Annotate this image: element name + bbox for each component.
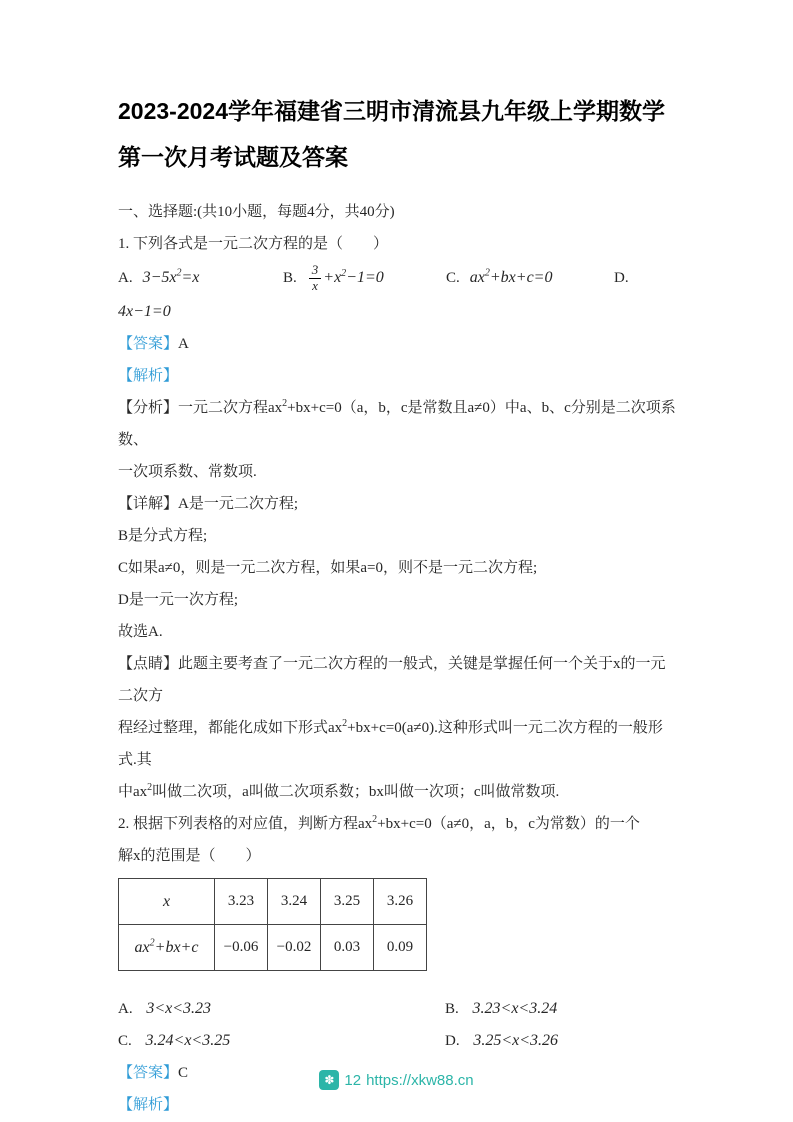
analysis-label: 【解析】: [118, 1097, 179, 1113]
document-content: [118, 88, 677, 1121]
q2-option-c-label: C.: [118, 1033, 132, 1049]
q1-option-d-expression-continued: 4x−1=0: [118, 303, 171, 320]
answer-label: 【答案】: [118, 336, 179, 352]
table-cell-expression-header: [119, 925, 215, 971]
table-cell: −0.02: [268, 925, 321, 971]
q2-option-d: [445, 1025, 677, 1057]
q1-option-b-label: B.: [283, 269, 297, 286]
table-cell: 0.03: [321, 925, 374, 971]
q1-explanation-line: B是分式方程;: [118, 528, 208, 544]
q1-answer-line: [118, 328, 677, 360]
q1-option-c-expression: $ax^2+bx+c=0$: [469, 267, 553, 286]
table-cell: 0.09: [374, 925, 427, 971]
q1-explanation-line: 一次项系数、常数项.: [118, 464, 257, 480]
q1-option-c: [446, 269, 614, 287]
q1-analysis-label-line: [118, 360, 677, 392]
q1-explanation-line: 程经过整理，都能化成如下形式$ax^2+bx+c=0(a\ne 0)$.这种形式叫一元二次方程的一般形式.其: [118, 718, 663, 768]
polynomial-expression: $ax^2+bx+c$: [134, 937, 199, 956]
q1-answer-value: A: [178, 336, 189, 352]
q2-option-d-expression: 3.25<x<3.26: [473, 1032, 559, 1049]
q2-option-a-expression: 3<x<3.23: [146, 1000, 212, 1017]
q1-explanation-line: 【详解】A是一元二次方程;: [118, 496, 299, 512]
q2-analysis-label-line: [118, 1089, 677, 1121]
q1-option-d-continued: [118, 296, 677, 328]
q2-options: [118, 993, 677, 1057]
q2-value-table: [118, 878, 427, 971]
q2-option-a: [118, 993, 445, 1025]
q1-explanation-line: 故选A.: [118, 624, 163, 640]
q1-option-b: [283, 263, 446, 294]
q1-stem: 1. 下列各式是一元二次方程的是（ ）: [118, 236, 389, 252]
q2-stem-line2: 解x的范围是（ ）: [118, 848, 261, 864]
q2-option-a-label: A.: [118, 1001, 133, 1017]
q1-explanation-line: 【分析】一元二次方程$ax^2+bx+c=0(a$，b，c是常数且a≠0）中a、b、c分别是二次项系数、: [118, 398, 676, 448]
xkw-logo-icon: ✽: [319, 1070, 339, 1090]
q1-option-d-label: D.: [614, 269, 629, 286]
x-header-expression: x: [162, 892, 171, 910]
q2-option-c-expression: 3.24<x<3.25: [145, 1032, 231, 1049]
document-title: 2023-2024学年福建省三明市清流县九年级上学期数学第一次月考试题及答案: [118, 98, 665, 170]
q1-option-c-label: C.: [446, 269, 460, 286]
q1-explanation-line: 【点睛】此题主要考查了一元二次方程的一般式，关键是掌握任何一个关于x的一元二次方: [118, 656, 666, 704]
q1-option-d: [614, 270, 639, 287]
q2-option-d-label: D.: [445, 1033, 460, 1049]
q1-explanation-line: C如果a≠0，则是一元二次方程，如果a=0，则不是一元二次方程;: [118, 560, 538, 576]
q1-explanation-line: D是一元一次方程;: [118, 592, 239, 608]
table-cell: −0.06: [215, 925, 268, 971]
table-row: [119, 879, 427, 925]
page-footer: [0, 1070, 793, 1090]
q2-option-b: [445, 993, 677, 1025]
q1-explanation-line: 中$ax^2$叫做二次项，a叫做二次项系数；bx叫做一次项；c叫做常数项.: [118, 782, 560, 800]
q1-options: [118, 260, 677, 296]
q1-option-a: [118, 269, 283, 287]
table-cell: 3.23: [215, 879, 268, 925]
table-row: [119, 925, 427, 971]
section-header: 一、选择题:(共10小题，每题4分，共40分): [118, 204, 395, 220]
analysis-label: 【解析】: [118, 368, 179, 384]
q2-stem-line1: 2. 根据下列表格的对应值，判断方程$ax^2+bx+c=0(a\ne 0$，a，b，c为常数）的一个: [118, 814, 640, 832]
q2-option-c: [118, 1025, 445, 1057]
q2-answer-value: C: [178, 1065, 189, 1081]
q1-option-a-expression: $3-5x^2=x$: [142, 267, 200, 286]
answer-label: 【答案】: [118, 1065, 179, 1081]
q1-option-b-expression: $\frac{3}{x}$ $+x^2-1=0$: [307, 263, 384, 294]
q1-option-a-label: A.: [118, 269, 133, 286]
table-cell-x-header: [119, 879, 215, 925]
table-cell: 3.26: [374, 879, 427, 925]
q2-option-b-label: B.: [445, 1001, 459, 1017]
table-cell: 3.24: [268, 879, 321, 925]
table-cell: 3.25: [321, 879, 374, 925]
q2-option-b-expression: 3.23<x<3.24: [472, 1000, 558, 1017]
page-number: 12: [344, 1071, 362, 1089]
footer-url[interactable]: https://xkw88.cn: [366, 1071, 474, 1089]
